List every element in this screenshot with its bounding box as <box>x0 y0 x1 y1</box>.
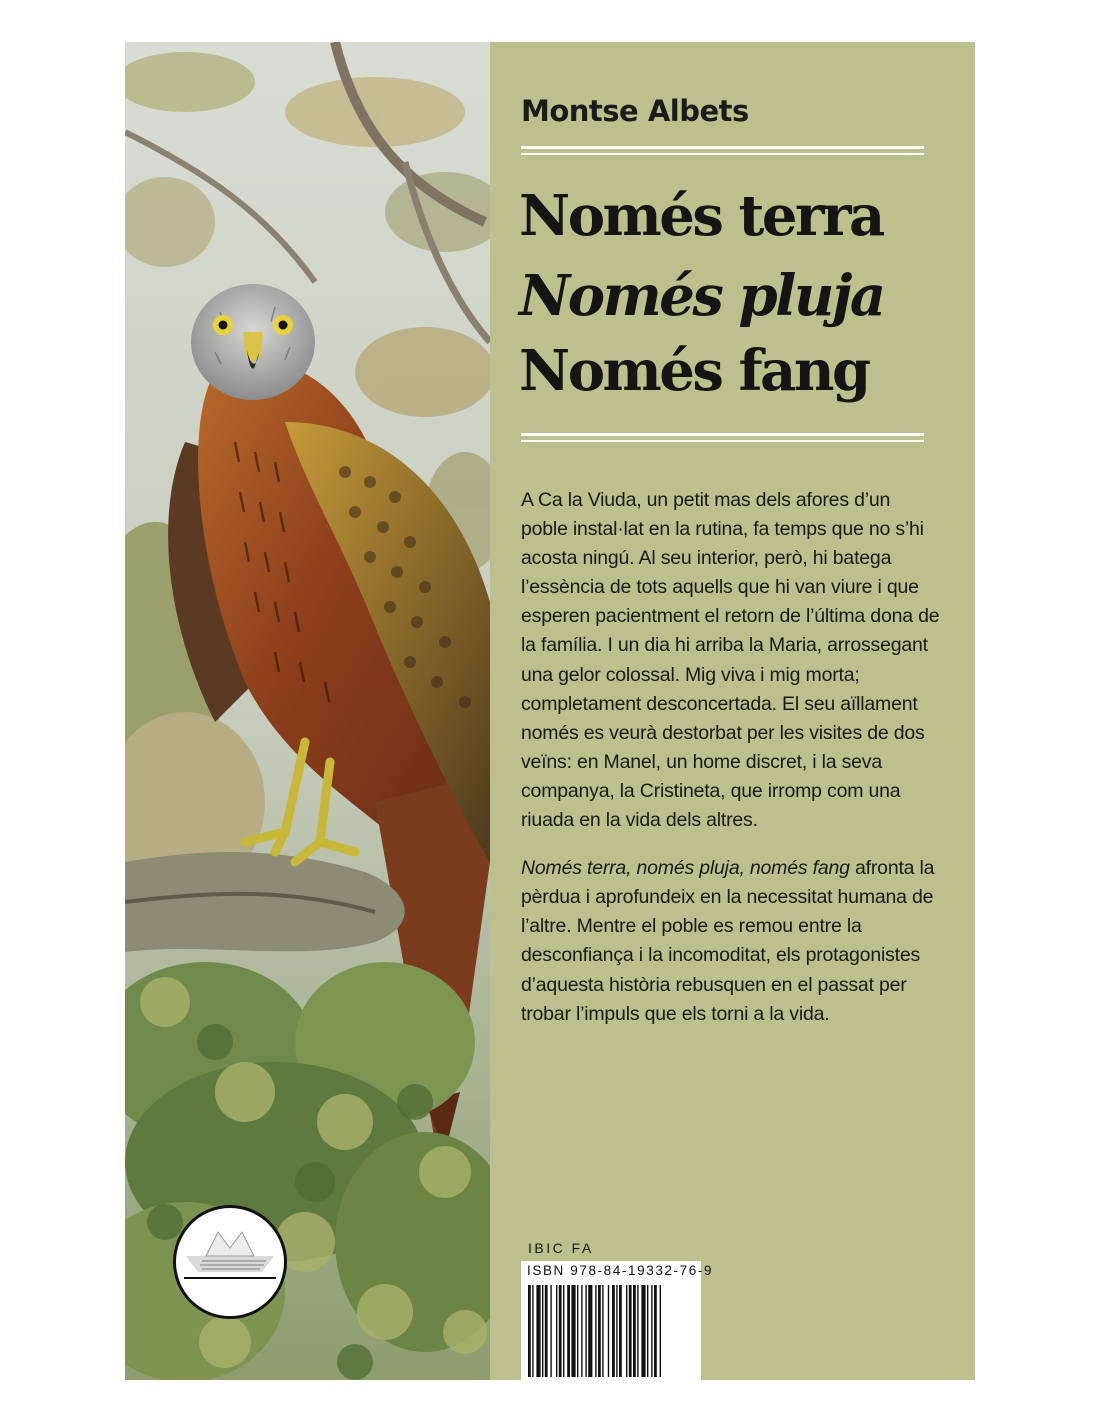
synopsis-paragraph-1: A Ca la Viuda, un petit mas dels afores d’un poble instal·lat en la rutina, fa temps que no s’hi acosta ningú. Al seu interior, però, hi batega l’essència de tots aquells que hi van viure i que esperen pacientment el retorn de l’última dona de la família. I un dia hi arriba la Maria, arrossegant una gelor colossal. Mig viva i mig morta; completament desconcertada. El seu aïllament només es veurà destorbat per les visites de dos veïns: en Manel, un home discret, i la seva companya, la Cristineta, que irromp com una riuada en la vida dels altres. <box>521 489 940 832</box>
title-line-3: Només fang <box>519 338 869 404</box>
barcode-bars <box>526 1285 696 1377</box>
divider-top-1 <box>521 146 924 149</box>
title-line-1: Només terra <box>519 183 883 249</box>
red-kite-bird-illustration <box>125 42 490 1380</box>
synopsis-title-italic: Només terra, només pluja, només fang <box>521 857 850 880</box>
divider-bottom-1 <box>521 433 924 436</box>
text-panel <box>490 42 975 1380</box>
synopsis-paragraph-2-text: afronta la pèrdua i aprofundeix en la necessitat humana de l’altre. Mentre el poble es remou entre la desconfiança i la incomoditat, els protagonistes d’aquesta història rebusquen en el passat per trobar l’impuls que els torni a la vida. <box>521 857 935 1025</box>
cover-illustration <box>125 42 490 1380</box>
paper-boat-icon <box>176 1208 284 1316</box>
publisher-logo <box>173 1205 287 1319</box>
book-back-cover <box>125 42 975 1380</box>
divider-bottom-2 <box>521 440 924 442</box>
synopsis <box>521 486 941 1048</box>
author-name: Montse Albets <box>521 94 749 128</box>
ibic-code: IBIC FA <box>528 1240 594 1256</box>
title-line-2: Només pluja <box>519 263 884 329</box>
synopsis-paragraph-2 <box>521 854 941 1029</box>
divider-top-2 <box>521 153 924 155</box>
isbn-number: ISBN 978-84-19332-76-9 <box>527 1263 714 1278</box>
barcode <box>521 1261 714 1380</box>
